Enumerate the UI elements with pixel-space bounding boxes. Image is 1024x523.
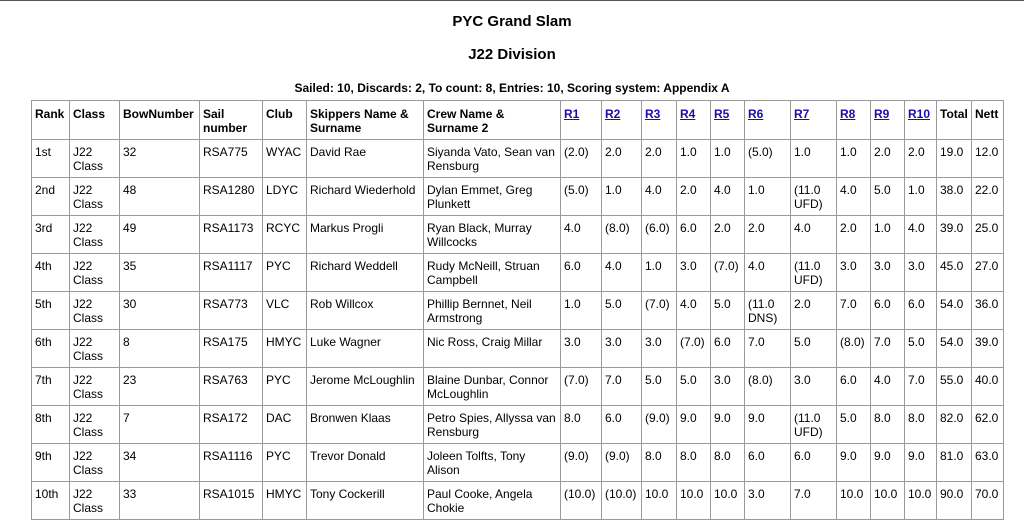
table-cell: 2.0 bbox=[837, 216, 871, 254]
table-cell: 5.0 bbox=[871, 178, 905, 216]
table-cell: 48 bbox=[120, 178, 200, 216]
col-header-label: Club bbox=[266, 107, 293, 121]
table-cell: (7.0) bbox=[711, 254, 745, 292]
table-row bbox=[32, 292, 1004, 330]
table-cell: (8.0) bbox=[745, 368, 791, 406]
table-cell: 5.0 bbox=[837, 406, 871, 444]
table-cell: 6.0 bbox=[677, 216, 711, 254]
table-cell: 3.0 bbox=[711, 368, 745, 406]
table-cell: 10.0 bbox=[905, 482, 937, 520]
table-cell: 3.0 bbox=[791, 368, 837, 406]
table-cell: 9th bbox=[32, 444, 70, 482]
table-cell: Phillip Bernnet, Neil Armstrong bbox=[424, 292, 561, 330]
table-cell: RCYC bbox=[263, 216, 307, 254]
table-cell: (9.0) bbox=[602, 444, 642, 482]
table-cell: 49 bbox=[120, 216, 200, 254]
table-cell: PYC bbox=[263, 444, 307, 482]
table-cell: 9.0 bbox=[837, 444, 871, 482]
table-cell: 1.0 bbox=[837, 140, 871, 178]
col-header-r3 bbox=[642, 101, 677, 140]
table-cell: (10.0) bbox=[561, 482, 602, 520]
table-cell: 4th bbox=[32, 254, 70, 292]
table-cell: Nic Ross, Craig Millar bbox=[424, 330, 561, 368]
table-cell: RSA175 bbox=[200, 330, 263, 368]
col-header-r2 bbox=[602, 101, 642, 140]
table-cell: (2.0) bbox=[561, 140, 602, 178]
table-cell: 1.0 bbox=[602, 178, 642, 216]
race-link-r2[interactable]: R2 bbox=[605, 107, 621, 121]
table-row bbox=[32, 140, 1004, 178]
table-cell: J22 Class bbox=[70, 216, 120, 254]
table-body bbox=[32, 140, 1004, 520]
col-header-label: Rank bbox=[35, 107, 65, 121]
table-cell: 6.0 bbox=[602, 406, 642, 444]
table-cell: 9.0 bbox=[745, 406, 791, 444]
table-cell: 9.0 bbox=[905, 444, 937, 482]
col-header-nett bbox=[972, 101, 1004, 140]
table-cell: 40.0 bbox=[972, 368, 1004, 406]
table-cell: 4.0 bbox=[871, 368, 905, 406]
table-cell: 5.0 bbox=[905, 330, 937, 368]
table-cell: Luke Wagner bbox=[307, 330, 424, 368]
table-cell: (7.0) bbox=[642, 292, 677, 330]
table-cell: 8.0 bbox=[642, 444, 677, 482]
table-cell: 7th bbox=[32, 368, 70, 406]
table-cell: 54.0 bbox=[937, 292, 972, 330]
table-cell: 19.0 bbox=[937, 140, 972, 178]
table-cell: 10.0 bbox=[837, 482, 871, 520]
table-cell: 39.0 bbox=[972, 330, 1004, 368]
table-cell: J22 Class bbox=[70, 482, 120, 520]
race-link-r5[interactable]: R5 bbox=[714, 107, 730, 121]
table-cell: 6.0 bbox=[905, 292, 937, 330]
col-header-r1 bbox=[561, 101, 602, 140]
table-cell: 1.0 bbox=[642, 254, 677, 292]
table-cell: (5.0) bbox=[561, 178, 602, 216]
table-cell: 5.0 bbox=[677, 368, 711, 406]
top-divider bbox=[0, 0, 1024, 1]
table-cell: 10.0 bbox=[871, 482, 905, 520]
col-header-r8 bbox=[837, 101, 871, 140]
table-cell: (7.0) bbox=[677, 330, 711, 368]
table-cell: 63.0 bbox=[972, 444, 1004, 482]
table-cell: 4.0 bbox=[602, 254, 642, 292]
table-cell: 7.0 bbox=[791, 482, 837, 520]
table-cell: 7.0 bbox=[871, 330, 905, 368]
table-cell: J22 Class bbox=[70, 292, 120, 330]
table-cell: VLC bbox=[263, 292, 307, 330]
table-cell: 2.0 bbox=[642, 140, 677, 178]
race-link-r9[interactable]: R9 bbox=[874, 107, 890, 121]
table-row bbox=[32, 444, 1004, 482]
table-cell: J22 Class bbox=[70, 178, 120, 216]
table-cell: Siyanda Vato, Sean van Rensburg bbox=[424, 140, 561, 178]
table-cell: 10.0 bbox=[711, 482, 745, 520]
table-cell: RSA1015 bbox=[200, 482, 263, 520]
race-link-r1[interactable]: R1 bbox=[564, 107, 580, 121]
col-header-label: Crew Name & Surname 2 bbox=[427, 107, 505, 135]
table-cell: RSA1117 bbox=[200, 254, 263, 292]
table-cell: 36.0 bbox=[972, 292, 1004, 330]
table-cell: J22 Class bbox=[70, 406, 120, 444]
table-cell: 10.0 bbox=[677, 482, 711, 520]
table-cell: 35 bbox=[120, 254, 200, 292]
table-cell: Rudy McNeill, Struan Campbell bbox=[424, 254, 561, 292]
table-cell: J22 Class bbox=[70, 368, 120, 406]
table-cell: (5.0) bbox=[745, 140, 791, 178]
table-cell: 3.0 bbox=[561, 330, 602, 368]
table-cell: LDYC bbox=[263, 178, 307, 216]
table-cell: 12.0 bbox=[972, 140, 1004, 178]
table-cell: 2.0 bbox=[871, 140, 905, 178]
table-cell: (6.0) bbox=[642, 216, 677, 254]
race-link-r8[interactable]: R8 bbox=[840, 107, 856, 121]
col-header-r7 bbox=[791, 101, 837, 140]
table-cell: 1.0 bbox=[745, 178, 791, 216]
col-header-label: Class bbox=[73, 107, 106, 121]
table-cell: (11.0 UFD) bbox=[791, 406, 837, 444]
table-cell: 55.0 bbox=[937, 368, 972, 406]
header-row bbox=[32, 101, 1004, 140]
table-cell: 2.0 bbox=[677, 178, 711, 216]
table-row bbox=[32, 254, 1004, 292]
table-row bbox=[32, 368, 1004, 406]
table-row bbox=[32, 406, 1004, 444]
table-cell: 82.0 bbox=[937, 406, 972, 444]
table-cell: PYC bbox=[263, 368, 307, 406]
table-cell: J22 Class bbox=[70, 254, 120, 292]
table-cell: Markus Progli bbox=[307, 216, 424, 254]
table-row bbox=[32, 330, 1004, 368]
table-cell: 6.0 bbox=[791, 444, 837, 482]
col-header-total bbox=[937, 101, 972, 140]
table-cell: 6.0 bbox=[837, 368, 871, 406]
table-cell: (8.0) bbox=[837, 330, 871, 368]
col-header-label: BowNumber bbox=[123, 107, 194, 121]
table-cell: Dylan Emmet, Greg Plunkett bbox=[424, 178, 561, 216]
table-cell: 4.0 bbox=[791, 216, 837, 254]
table-cell: 7.0 bbox=[905, 368, 937, 406]
series-summary: Sailed: 10, Discards: 2, To count: 8, Entries: 10, Scoring system: Appendix A bbox=[294, 81, 730, 95]
table-cell: 10.0 bbox=[642, 482, 677, 520]
table-cell: Petro Spies, Allyssa van Rensburg bbox=[424, 406, 561, 444]
table-cell: (8.0) bbox=[602, 216, 642, 254]
table-cell: 7 bbox=[120, 406, 200, 444]
table-cell: 5th bbox=[32, 292, 70, 330]
table-row bbox=[32, 178, 1004, 216]
table-cell: RSA172 bbox=[200, 406, 263, 444]
table-cell: 34 bbox=[120, 444, 200, 482]
table-cell: RSA1116 bbox=[200, 444, 263, 482]
table-cell: 4.0 bbox=[905, 216, 937, 254]
table-cell: 1.0 bbox=[561, 292, 602, 330]
table-cell: HMYC bbox=[263, 482, 307, 520]
table-cell: PYC bbox=[263, 254, 307, 292]
table-cell: Richard Wiederhold bbox=[307, 178, 424, 216]
table-cell: 9.0 bbox=[711, 406, 745, 444]
table-cell: Paul Cooke, Angela Chokie bbox=[424, 482, 561, 520]
col-header-r10 bbox=[905, 101, 937, 140]
table-cell: 2nd bbox=[32, 178, 70, 216]
table-cell: 7.0 bbox=[837, 292, 871, 330]
col-header-r6 bbox=[745, 101, 791, 140]
table-cell: 3rd bbox=[32, 216, 70, 254]
table-cell: 27.0 bbox=[972, 254, 1004, 292]
table-cell: 8.0 bbox=[711, 444, 745, 482]
table-cell: 4.0 bbox=[745, 254, 791, 292]
table-cell: HMYC bbox=[263, 330, 307, 368]
race-link-r6[interactable]: R6 bbox=[748, 107, 764, 121]
col-header-r9 bbox=[871, 101, 905, 140]
table-cell: RSA773 bbox=[200, 292, 263, 330]
table-cell: Jerome McLoughlin bbox=[307, 368, 424, 406]
race-link-r10[interactable]: R10 bbox=[908, 107, 931, 121]
table-cell: 45.0 bbox=[937, 254, 972, 292]
table-cell: Blaine Dunbar, Connor McLoughlin bbox=[424, 368, 561, 406]
col-header-class bbox=[70, 101, 120, 140]
table-cell: David Rae bbox=[307, 140, 424, 178]
table-cell: 7.0 bbox=[602, 368, 642, 406]
table-cell: 6.0 bbox=[711, 330, 745, 368]
table-row bbox=[32, 482, 1004, 520]
col-header-r5 bbox=[711, 101, 745, 140]
table-cell: 1.0 bbox=[711, 140, 745, 178]
col-header-label: Skippers Name & Surname bbox=[310, 107, 409, 135]
table-cell: RSA763 bbox=[200, 368, 263, 406]
col-header-sail-number bbox=[200, 101, 263, 140]
table-header bbox=[32, 101, 1004, 140]
table-cell: 1.0 bbox=[791, 140, 837, 178]
table-cell: 81.0 bbox=[937, 444, 972, 482]
race-link-r7[interactable]: R7 bbox=[794, 107, 810, 121]
table-cell: RSA775 bbox=[200, 140, 263, 178]
table-cell: 54.0 bbox=[937, 330, 972, 368]
table-cell: 6.0 bbox=[745, 444, 791, 482]
race-link-r4[interactable]: R4 bbox=[680, 107, 696, 121]
table-cell: 3.0 bbox=[871, 254, 905, 292]
table-cell: 1.0 bbox=[677, 140, 711, 178]
table-cell: 4.0 bbox=[711, 178, 745, 216]
table-cell: (7.0) bbox=[561, 368, 602, 406]
table-cell: 9.0 bbox=[677, 406, 711, 444]
table-cell: (9.0) bbox=[561, 444, 602, 482]
col-header-r4 bbox=[677, 101, 711, 140]
table-cell: 3.0 bbox=[745, 482, 791, 520]
table-cell: 8 bbox=[120, 330, 200, 368]
table-cell: 5.0 bbox=[602, 292, 642, 330]
table-cell: Tony Cockerill bbox=[307, 482, 424, 520]
table-cell: DAC bbox=[263, 406, 307, 444]
table-cell: Rob Willcox bbox=[307, 292, 424, 330]
table-cell: Ryan Black, Murray Willcocks bbox=[424, 216, 561, 254]
table-cell: 33 bbox=[120, 482, 200, 520]
col-header-bownumber bbox=[120, 101, 200, 140]
table-cell: J22 Class bbox=[70, 330, 120, 368]
table-row bbox=[32, 216, 1004, 254]
table-cell: 3.0 bbox=[677, 254, 711, 292]
col-header-rank bbox=[32, 101, 70, 140]
table-cell: 4.0 bbox=[677, 292, 711, 330]
col-header-club bbox=[263, 101, 307, 140]
table-cell: 23 bbox=[120, 368, 200, 406]
table-cell: 5.0 bbox=[791, 330, 837, 368]
table-cell: 4.0 bbox=[837, 178, 871, 216]
table-cell: 8.0 bbox=[905, 406, 937, 444]
table-cell: (9.0) bbox=[642, 406, 677, 444]
table-cell: 62.0 bbox=[972, 406, 1004, 444]
table-cell: Bronwen Klaas bbox=[307, 406, 424, 444]
table-cell: 25.0 bbox=[972, 216, 1004, 254]
col-header-label: Total bbox=[940, 107, 968, 121]
table-cell: 3.0 bbox=[602, 330, 642, 368]
table-cell: 5.0 bbox=[642, 368, 677, 406]
table-cell: 8.0 bbox=[561, 406, 602, 444]
results-table bbox=[31, 100, 1004, 520]
table-cell: 2.0 bbox=[711, 216, 745, 254]
table-cell: 6.0 bbox=[561, 254, 602, 292]
table-cell: 3.0 bbox=[837, 254, 871, 292]
table-cell: (11.0 DNS) bbox=[745, 292, 791, 330]
table-cell: 2.0 bbox=[745, 216, 791, 254]
division-title: J22 Division bbox=[468, 46, 556, 63]
table-cell: J22 Class bbox=[70, 140, 120, 178]
table-cell: 8th bbox=[32, 406, 70, 444]
table-cell: 1.0 bbox=[905, 178, 937, 216]
table-cell: 5.0 bbox=[711, 292, 745, 330]
table-cell: 3.0 bbox=[905, 254, 937, 292]
table-cell: 2.0 bbox=[791, 292, 837, 330]
table-cell: (11.0 UFD) bbox=[791, 254, 837, 292]
table-cell: RSA1280 bbox=[200, 178, 263, 216]
table-cell: 32 bbox=[120, 140, 200, 178]
table-cell: Richard Weddell bbox=[307, 254, 424, 292]
table-cell: 4.0 bbox=[561, 216, 602, 254]
table-cell: 2.0 bbox=[602, 140, 642, 178]
col-header-label: Sail number bbox=[203, 107, 248, 135]
table-cell: (11.0 UFD) bbox=[791, 178, 837, 216]
table-cell: 2.0 bbox=[905, 140, 937, 178]
table-cell: 9.0 bbox=[871, 444, 905, 482]
table-cell: 39.0 bbox=[937, 216, 972, 254]
table-cell: 8.0 bbox=[871, 406, 905, 444]
page-title: PYC Grand Slam bbox=[452, 13, 572, 30]
table-cell: J22 Class bbox=[70, 444, 120, 482]
table-cell: 6th bbox=[32, 330, 70, 368]
table-cell: 1st bbox=[32, 140, 70, 178]
table-cell: 38.0 bbox=[937, 178, 972, 216]
table-cell: 70.0 bbox=[972, 482, 1004, 520]
table-cell: 8.0 bbox=[677, 444, 711, 482]
col-header-label: Nett bbox=[975, 107, 999, 121]
table-cell: 22.0 bbox=[972, 178, 1004, 216]
table-cell: WYAC bbox=[263, 140, 307, 178]
table-cell: Trevor Donald bbox=[307, 444, 424, 482]
table-cell: RSA1173 bbox=[200, 216, 263, 254]
col-header-crew-name-surname-2 bbox=[424, 101, 561, 140]
table-cell: 3.0 bbox=[642, 330, 677, 368]
table-cell: 10th bbox=[32, 482, 70, 520]
table-cell: 4.0 bbox=[642, 178, 677, 216]
table-cell: 90.0 bbox=[937, 482, 972, 520]
table-cell: 30 bbox=[120, 292, 200, 330]
table-cell: (10.0) bbox=[602, 482, 642, 520]
table-cell: Joleen Tolfts, Tony Alison bbox=[424, 444, 561, 482]
col-header-skippers-name-surname bbox=[307, 101, 424, 140]
table-cell: 1.0 bbox=[871, 216, 905, 254]
table-cell: 7.0 bbox=[745, 330, 791, 368]
race-link-r3[interactable]: R3 bbox=[645, 107, 661, 121]
table-cell: 6.0 bbox=[871, 292, 905, 330]
